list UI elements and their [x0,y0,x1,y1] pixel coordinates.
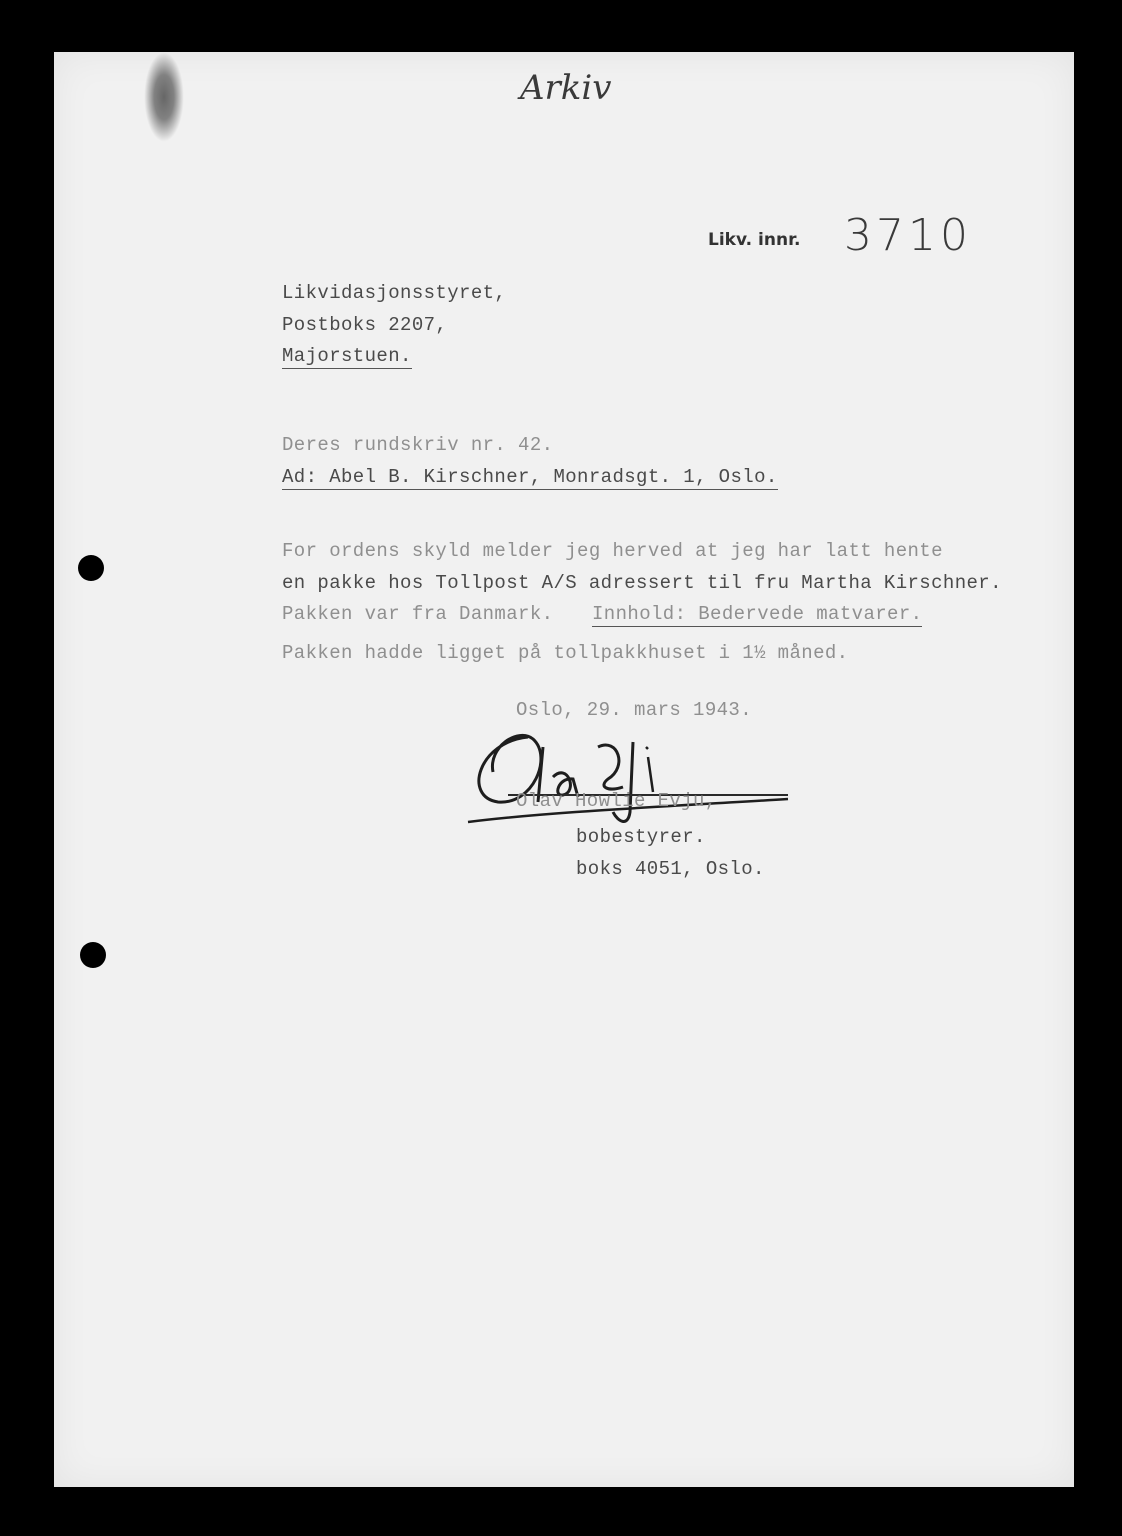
body-line-3a: Pakken var fra Danmark. [282,603,554,625]
place-date: Oslo, 29. mars 1943. [516,699,753,721]
document-page [54,52,1074,1487]
body-line-1: For ordens skyld melder jeg herved at jeg har latt hente [282,540,943,562]
body-line-2: en pakke hos Tollpost A/S adressert til fru Martha Kirschner. [282,572,1002,594]
signer-name: Olav Howlie Evju, [516,790,717,812]
stamp-label: Likv. innr. [708,230,801,250]
liquidation-stamp [708,230,801,250]
recipient-line-2: Postboks 2207, [282,314,448,336]
ink-smudge [144,52,184,142]
body-line-3b: Innhold: Bedervede matvarer. [592,603,923,625]
recipient-line-1: Likvidasjonsstyret, [282,282,507,304]
punch-hole-top [78,555,104,581]
signer-title: bobestyrer. [576,826,706,848]
signature-image [458,717,778,837]
reference-line-2: Ad: Abel B. Kirschner, Monradsgt. 1, Oslo. [282,466,778,488]
recipient-line-3: Majorstuen. [282,345,412,367]
punch-hole-bottom [80,942,106,968]
signer-address: boks 4051, Oslo. [576,858,765,880]
handwritten-reference-number: 3710 [844,210,972,261]
handwritten-archive-mark: Arkiv [520,68,612,108]
reference-line-1: Deres rundskriv nr. 42. [282,434,554,456]
body-line-4: Pakken hadde ligget på tollpakkhuset i 1½ måned. [282,642,849,664]
